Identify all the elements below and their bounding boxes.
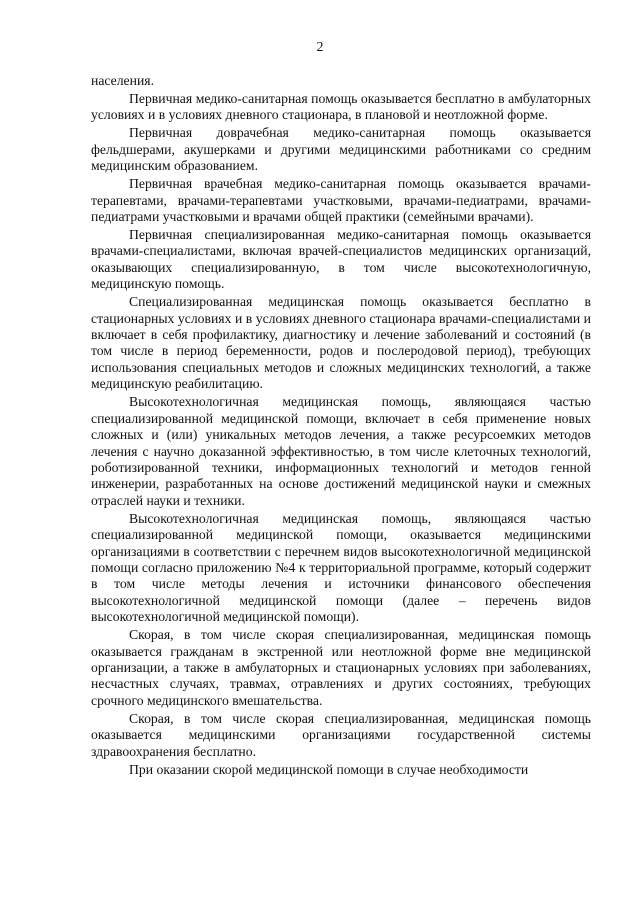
page-number: 2 bbox=[316, 40, 324, 55]
paragraph-specialized-care: Специализированная медицинская помощь оказывается бесплатно в стационарных условиях и в условиях дневного стационара врачами-специалистами и включает в себя профилактику, диагностику и лечение заболеваний и состояний (в том числе в период беременности, родов и послеродовой период), требующих использования специальных методов и сложных медицинских технологий, а также медицинскую реабилитацию. bbox=[91, 294, 591, 392]
paragraph-high-tech-care-organizations: Высокотехнологичная медицинская помощь, являющаяся частью специализированной медицинской помощи, оказывается медицинскими организациями в соответствии с перечнем видов высокотехнологичной медицинской помощи согласно приложению №4 к территориальной программе, который содержит в том числе методы лечения и источники финансового обеспечения высокотехнологичной медицинской помощи (далее – перечень видов высокотехнологичной медицинской помощи). bbox=[91, 510, 591, 625]
paragraph-continuation: населения. bbox=[91, 73, 154, 88]
paragraph-pre-physician-care: Первичная доврачебная медико-санитарная помощь оказывается фельдшерами, акушерками и другими медицинскими работниками со средним медицинским образованием. bbox=[91, 125, 591, 174]
paragraph-high-tech-care: Высокотехнологичная медицинская помощь, являющаяся частью специализированной медицинской помощи, включает в себя применение новых сложных и (или) уникальных методов лечения, а также ресурсоемких методов лечения с научно доказанной эффективностью, в том числе клеточных технологий, роботизированной техники, информационных технологий и методов генной инженерии, разработанных на основе достижений медицинской науки и смежных отраслей науки и техники. bbox=[91, 394, 591, 508]
paragraph-physician-care: Первичная врачебная медико-санитарная помощь оказывается врачами-терапевтами, врачами-терапевтами участковыми, врачами-педиатрами, врачами-педиатрами участковыми и врачами общей практики (семейными врачами). bbox=[91, 176, 591, 225]
document-body bbox=[91, 73, 591, 780]
paragraph-emergency-care-necessity: При оказании скорой медицинской помощи в случае необходимости bbox=[129, 761, 529, 777]
paragraph-specialized-primary-care: Первичная специализированная медико-санитарная помощь оказывается врачами-специалистами, включая врачей-специалистов медицинских организаций, оказывающих специализированную, в том числе высокотехнологичную, медицинскую помощь. bbox=[91, 227, 591, 292]
paragraph-emergency-care: Скорая, в том числе скорая специализированная, медицинская помощь оказывается гражданам в экстренной или неотложной форме вне медицинской организации, а также в амбулаторных и стационарных условиях при заболеваниях, несчастных случаях, травмах, отравлениях и других состояниях, требующих срочного медицинского вмешательства. bbox=[91, 627, 591, 708]
paragraph-primary-care: Первичная медико-санитарная помощь оказывается бесплатно в амбулаторных условиях и в условиях дневного стационара, в плановой и неотложной форме. bbox=[91, 91, 591, 123]
paragraph-emergency-care-free: Скорая, в том числе скорая специализированная, медицинская помощь оказывается медицинскими организациями государственной системы здравоохранения бесплатно. bbox=[91, 710, 591, 759]
